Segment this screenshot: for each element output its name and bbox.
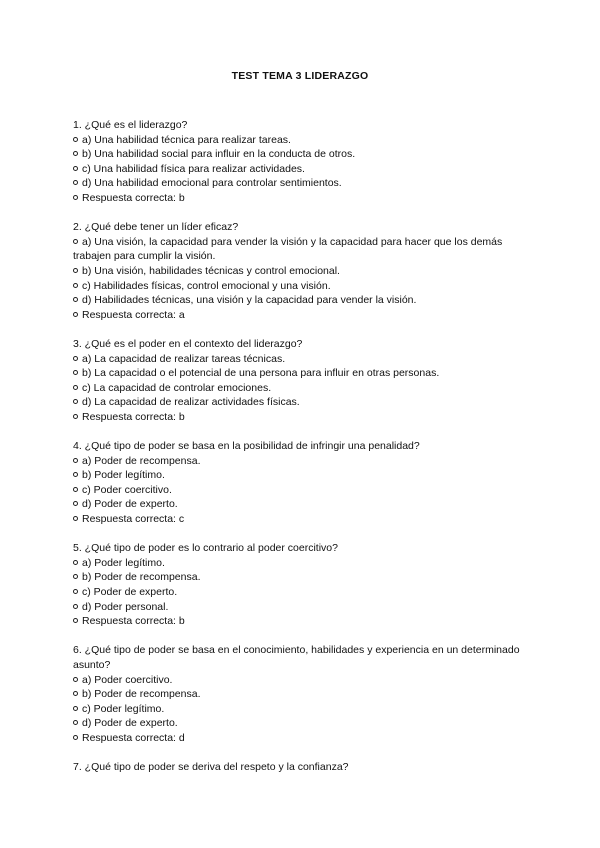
circle-bullet-icon <box>73 239 78 244</box>
option-b: b) Una visión, habilidades técnicas y control emocional. <box>73 264 543 279</box>
option-b: b) La capacidad o el potencial de una persona para influir en otras personas. <box>73 366 543 381</box>
option-a: a) Poder legítimo. <box>73 556 543 571</box>
circle-bullet-icon <box>73 370 78 375</box>
question-text: 4. ¿Qué tipo de poder se basa en la posibilidad de infringir una penalidad? <box>73 440 420 453</box>
option-b: b) Una habilidad social para influir en la conducta de otros. <box>73 147 543 162</box>
circle-bullet-icon <box>73 151 78 156</box>
document-title: TEST TEMA 3 LIDERAZGO <box>231 70 369 82</box>
option-c: c) Habilidades físicas, control emocional y una visión. <box>73 279 543 294</box>
question-6 <box>73 643 543 745</box>
question-text: 7. ¿Qué tipo de poder se deriva del respeto y la confianza? <box>73 761 349 774</box>
option-c: c) Poder coercitivo. <box>73 483 543 498</box>
question-text: 3. ¿Qué es el poder en el contexto del liderazgo? <box>73 337 303 350</box>
option-d: d) La capacidad de realizar actividades físicas. <box>73 395 543 410</box>
correct-answer: Respuesta correcta: b <box>73 410 543 425</box>
circle-bullet-icon <box>73 501 78 506</box>
option-a: a) Poder coercitivo. <box>73 673 543 688</box>
circle-bullet-icon <box>73 399 78 404</box>
correct-answer: Respuesta correcta: a <box>73 308 543 323</box>
option-d: d) Una habilidad emocional para controlar sentimientos. <box>73 176 543 191</box>
option-b: b) Poder de recompensa. <box>73 687 543 702</box>
option-b: b) Poder de recompensa. <box>73 570 543 585</box>
circle-bullet-icon <box>73 414 78 419</box>
circle-bullet-icon <box>73 137 78 142</box>
question-text: 2. ¿Qué debe tener un líder eficaz? <box>73 221 239 234</box>
circle-bullet-icon <box>73 691 78 696</box>
correct-answer: Respuesta correcta: c <box>73 512 543 527</box>
circle-bullet-icon <box>73 166 78 171</box>
question-1 <box>73 118 543 206</box>
option-d: d) Habilidades técnicas, una visión y la capacidad para vender la visión. <box>73 293 543 308</box>
circle-bullet-icon <box>73 385 78 390</box>
circle-bullet-icon <box>73 356 78 361</box>
circle-bullet-icon <box>73 268 78 273</box>
correct-answer: Respuesta correcta: d <box>73 731 543 746</box>
question-7 <box>73 760 543 775</box>
circle-bullet-icon <box>73 472 78 477</box>
option-c: c) La capacidad de controlar emociones. <box>73 381 543 396</box>
question-list <box>73 118 543 789</box>
circle-bullet-icon <box>73 458 78 463</box>
option-d: d) Poder de experto. <box>73 716 543 731</box>
option-a: a) Poder de recompensa. <box>73 454 543 469</box>
circle-bullet-icon <box>73 677 78 682</box>
question-2 <box>73 220 543 322</box>
circle-bullet-icon <box>73 589 78 594</box>
circle-bullet-icon <box>73 574 78 579</box>
option-a: a) Una visión, la capacidad para vender la visión y la capacidad para hacer que los demás trabajen para cumplir la visión. <box>73 235 503 263</box>
question-4 <box>73 439 543 527</box>
circle-bullet-icon <box>73 297 78 302</box>
option-b: b) Poder legítimo. <box>73 468 543 483</box>
circle-bullet-icon <box>73 735 78 740</box>
circle-bullet-icon <box>73 560 78 565</box>
question-text: 5. ¿Qué tipo de poder es lo contrario al poder coercitivo? <box>73 542 338 555</box>
option-d: d) Poder de experto. <box>73 497 543 512</box>
question-text: 1. ¿Qué es el liderazgo? <box>73 119 188 131</box>
option-a: a) Una habilidad técnica para realizar tareas. <box>73 133 543 148</box>
option-a: a) La capacidad de realizar tareas técnicas. <box>73 352 543 367</box>
option-c: c) Una habilidad física para realizar actividades. <box>73 162 543 177</box>
circle-bullet-icon <box>73 180 78 185</box>
correct-answer: Respuesta correcta: b <box>73 614 543 629</box>
correct-answer: Respuesta correcta: b <box>73 191 543 206</box>
circle-bullet-icon <box>73 618 78 623</box>
circle-bullet-icon <box>73 283 78 288</box>
circle-bullet-icon <box>73 706 78 711</box>
circle-bullet-icon <box>73 516 78 521</box>
question-3 <box>73 337 543 425</box>
option-c: c) Poder legítimo. <box>73 702 543 717</box>
circle-bullet-icon <box>73 720 78 725</box>
option-c: c) Poder de experto. <box>73 585 543 600</box>
circle-bullet-icon <box>73 312 78 317</box>
option-d: d) Poder personal. <box>73 600 543 615</box>
circle-bullet-icon <box>73 604 78 609</box>
circle-bullet-icon <box>73 487 78 492</box>
circle-bullet-icon <box>73 195 78 200</box>
question-5 <box>73 541 543 629</box>
question-text: 6. ¿Qué tipo de poder se basa en el conocimiento, habilidades y experiencia en un determinado asunto? <box>73 644 520 671</box>
